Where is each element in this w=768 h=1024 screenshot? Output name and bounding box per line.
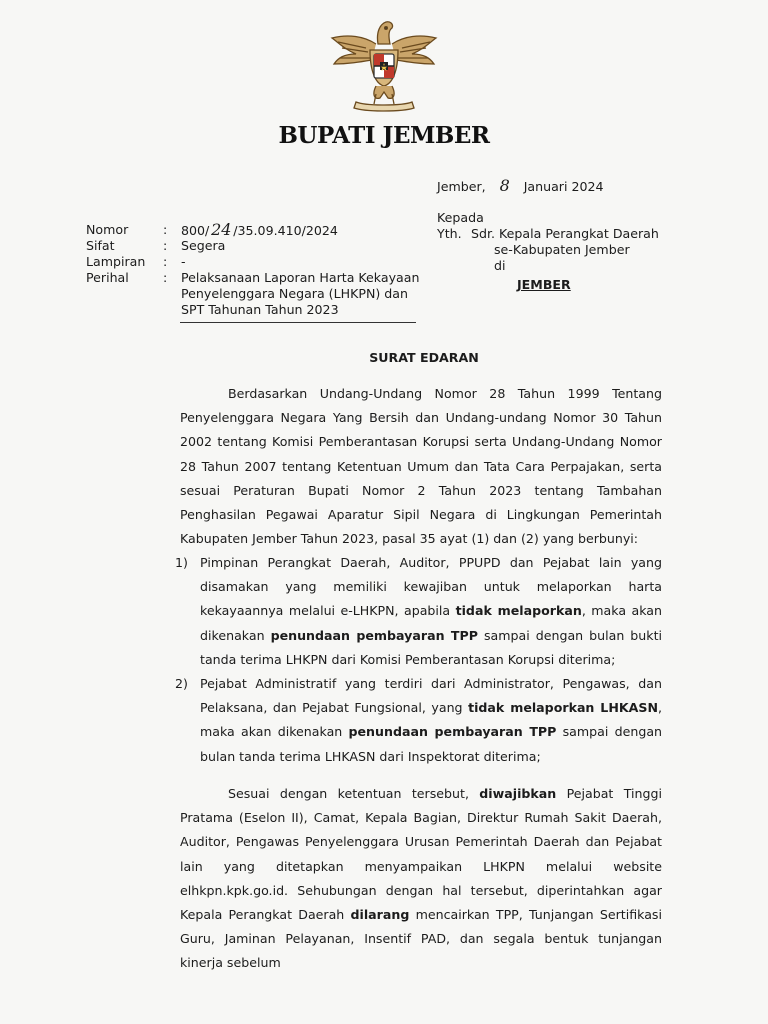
perihal-value [181,270,431,318]
nomor-value [181,222,431,238]
letter-meta [86,222,431,318]
garuda-emblem-icon [326,14,442,118]
letter-title: SURAT EDARAN [369,350,479,365]
recipient-line-2: se-Kabupaten Jember [494,242,630,257]
emphasis: tidak melaporkan [455,603,582,619]
list-number: 1) [175,555,188,570]
paragraph-2: Sesuai dengan ketentuan tersebut, diwajibkan Pejabat Tinggi Pratama (Eselon II), Camat, Kepala Bagian, Direktur Rumah Sakit Daerah, Auditor, Pengawas Penyelenggara Urusan Pemerintah Daerah dan Pejabat lain yang ditetapkan menyampaikan LHKPN melalui website elhkpn.kpk.go.id. Sehubungan dengan hal tersebut, diperintahkan agar Kepala Perangkat Daerah dilarang mencairkan TPP, Tunjangan Sertifikasi Guru, Jaminan Pelayanan, Insentif PAD, dan segala bentuk tunjangan kinerja sebelum [180,786,662,971]
meta-lampiran [86,254,431,270]
date-line [437,178,604,195]
list-item-2 [175,672,662,769]
sifat-label: Sifat [86,238,115,253]
list-item-1 [175,551,662,672]
recipient-line-1 [437,226,659,242]
recipient-block [437,210,659,293]
nomor-suffix: /35.09.410/2024 [233,223,338,238]
perihal-label: Perihal [86,270,129,285]
colon: : [163,254,168,269]
meta-sifat [86,238,431,254]
emphasis: dilarang [350,907,410,923]
list-text: Pejabat Administratif yang terdiri dari Administrator, Pengawas, dan Pelaksana, dan Pejabat Fungsional, yang tidak melaporkan LHKASN, maka akan dikenakan penundaan pembayaran TPP sampai dengan bulan tanda terima LHKASN dari Inspektorat diterima; [200,676,663,764]
list-text: Pimpinan Perangkat Daerah, Auditor, PPUPD dan Pejabat lain yang disamakan yang memiliki kewajiban untuk melaporkan harta kekayaannya melalui e-LHKPN, apabila tidak melaporkan, maka akan dikenakan penundaan pembayaran TPP sampai dengan bulan bukti tanda terima LHKPN dari Komisi Pemberantasan Korupsi diterima; [200,555,663,667]
colon: : [163,270,168,285]
meta-perihal [86,270,431,318]
org-title: BUPATI JEMBER [278,122,490,149]
emphasis: diwajibkan [479,786,557,801]
perihal-line-2: Penyelenggara Negara (LHKPN) dan [181,286,408,301]
date-place: Jember, [437,179,486,194]
kepada-label: Kepada [437,210,484,225]
perihal-line-3: SPT Tahunan Tahun 2023 [181,302,339,317]
nomor-handwritten: 24 [211,220,232,239]
yth-label: Yth. [437,226,462,241]
perihal-line-1: Pelaksanaan Laporan Harta Kekayaan [181,270,420,285]
nomor-label: Nomor [86,222,129,237]
emphasis: penundaan pembayaran TPP [348,724,557,740]
meta-nomor [86,222,431,238]
emphasis: tidak melaporkan LHKASN [468,700,658,716]
sifat-value: Segera [181,238,226,253]
colon: : [163,238,168,253]
nomor-prefix: 800/ [181,223,210,238]
lampiran-value: - [181,254,186,269]
date-day-handwritten: 8 [499,176,510,195]
recipient-line-3: di [494,258,506,273]
date-month-year: Januari 2024 [523,179,604,194]
list-number: 2) [175,676,188,691]
lampiran-label: Lampiran [86,254,146,269]
perihal-underline [180,322,416,323]
emphasis: penundaan pembayaran TPP [270,627,478,643]
recipient-destination: JEMBER [517,277,571,292]
colon: : [163,222,168,237]
recipient-name: Sdr. Kepala Perangkat Daerah [471,226,659,241]
paragraph-1: Berdasarkan Undang-Undang Nomor 28 Tahun 1999 Tentang Penyelenggara Negara Yang Bersih dan Undang-undang Nomor 30 Tahun 2002 tentang Komisi Pemberantasan Korupsi serta Undang-Undang Nomor 28 Tahun 2007 tentang Ketentuan Umum dan Tata Cara Perpajakan, serta sesuai Peraturan Bupati Nomor 2 Tahun 2023 tentang Tambahan Penghasilan Pegawai Aparatur Sipil Negara di Lingkungan Pemerintah Kabupaten Jember Tahun 2023, pasal 35 ayat (1) dan (2) yang berbunyi: [180,386,662,547]
